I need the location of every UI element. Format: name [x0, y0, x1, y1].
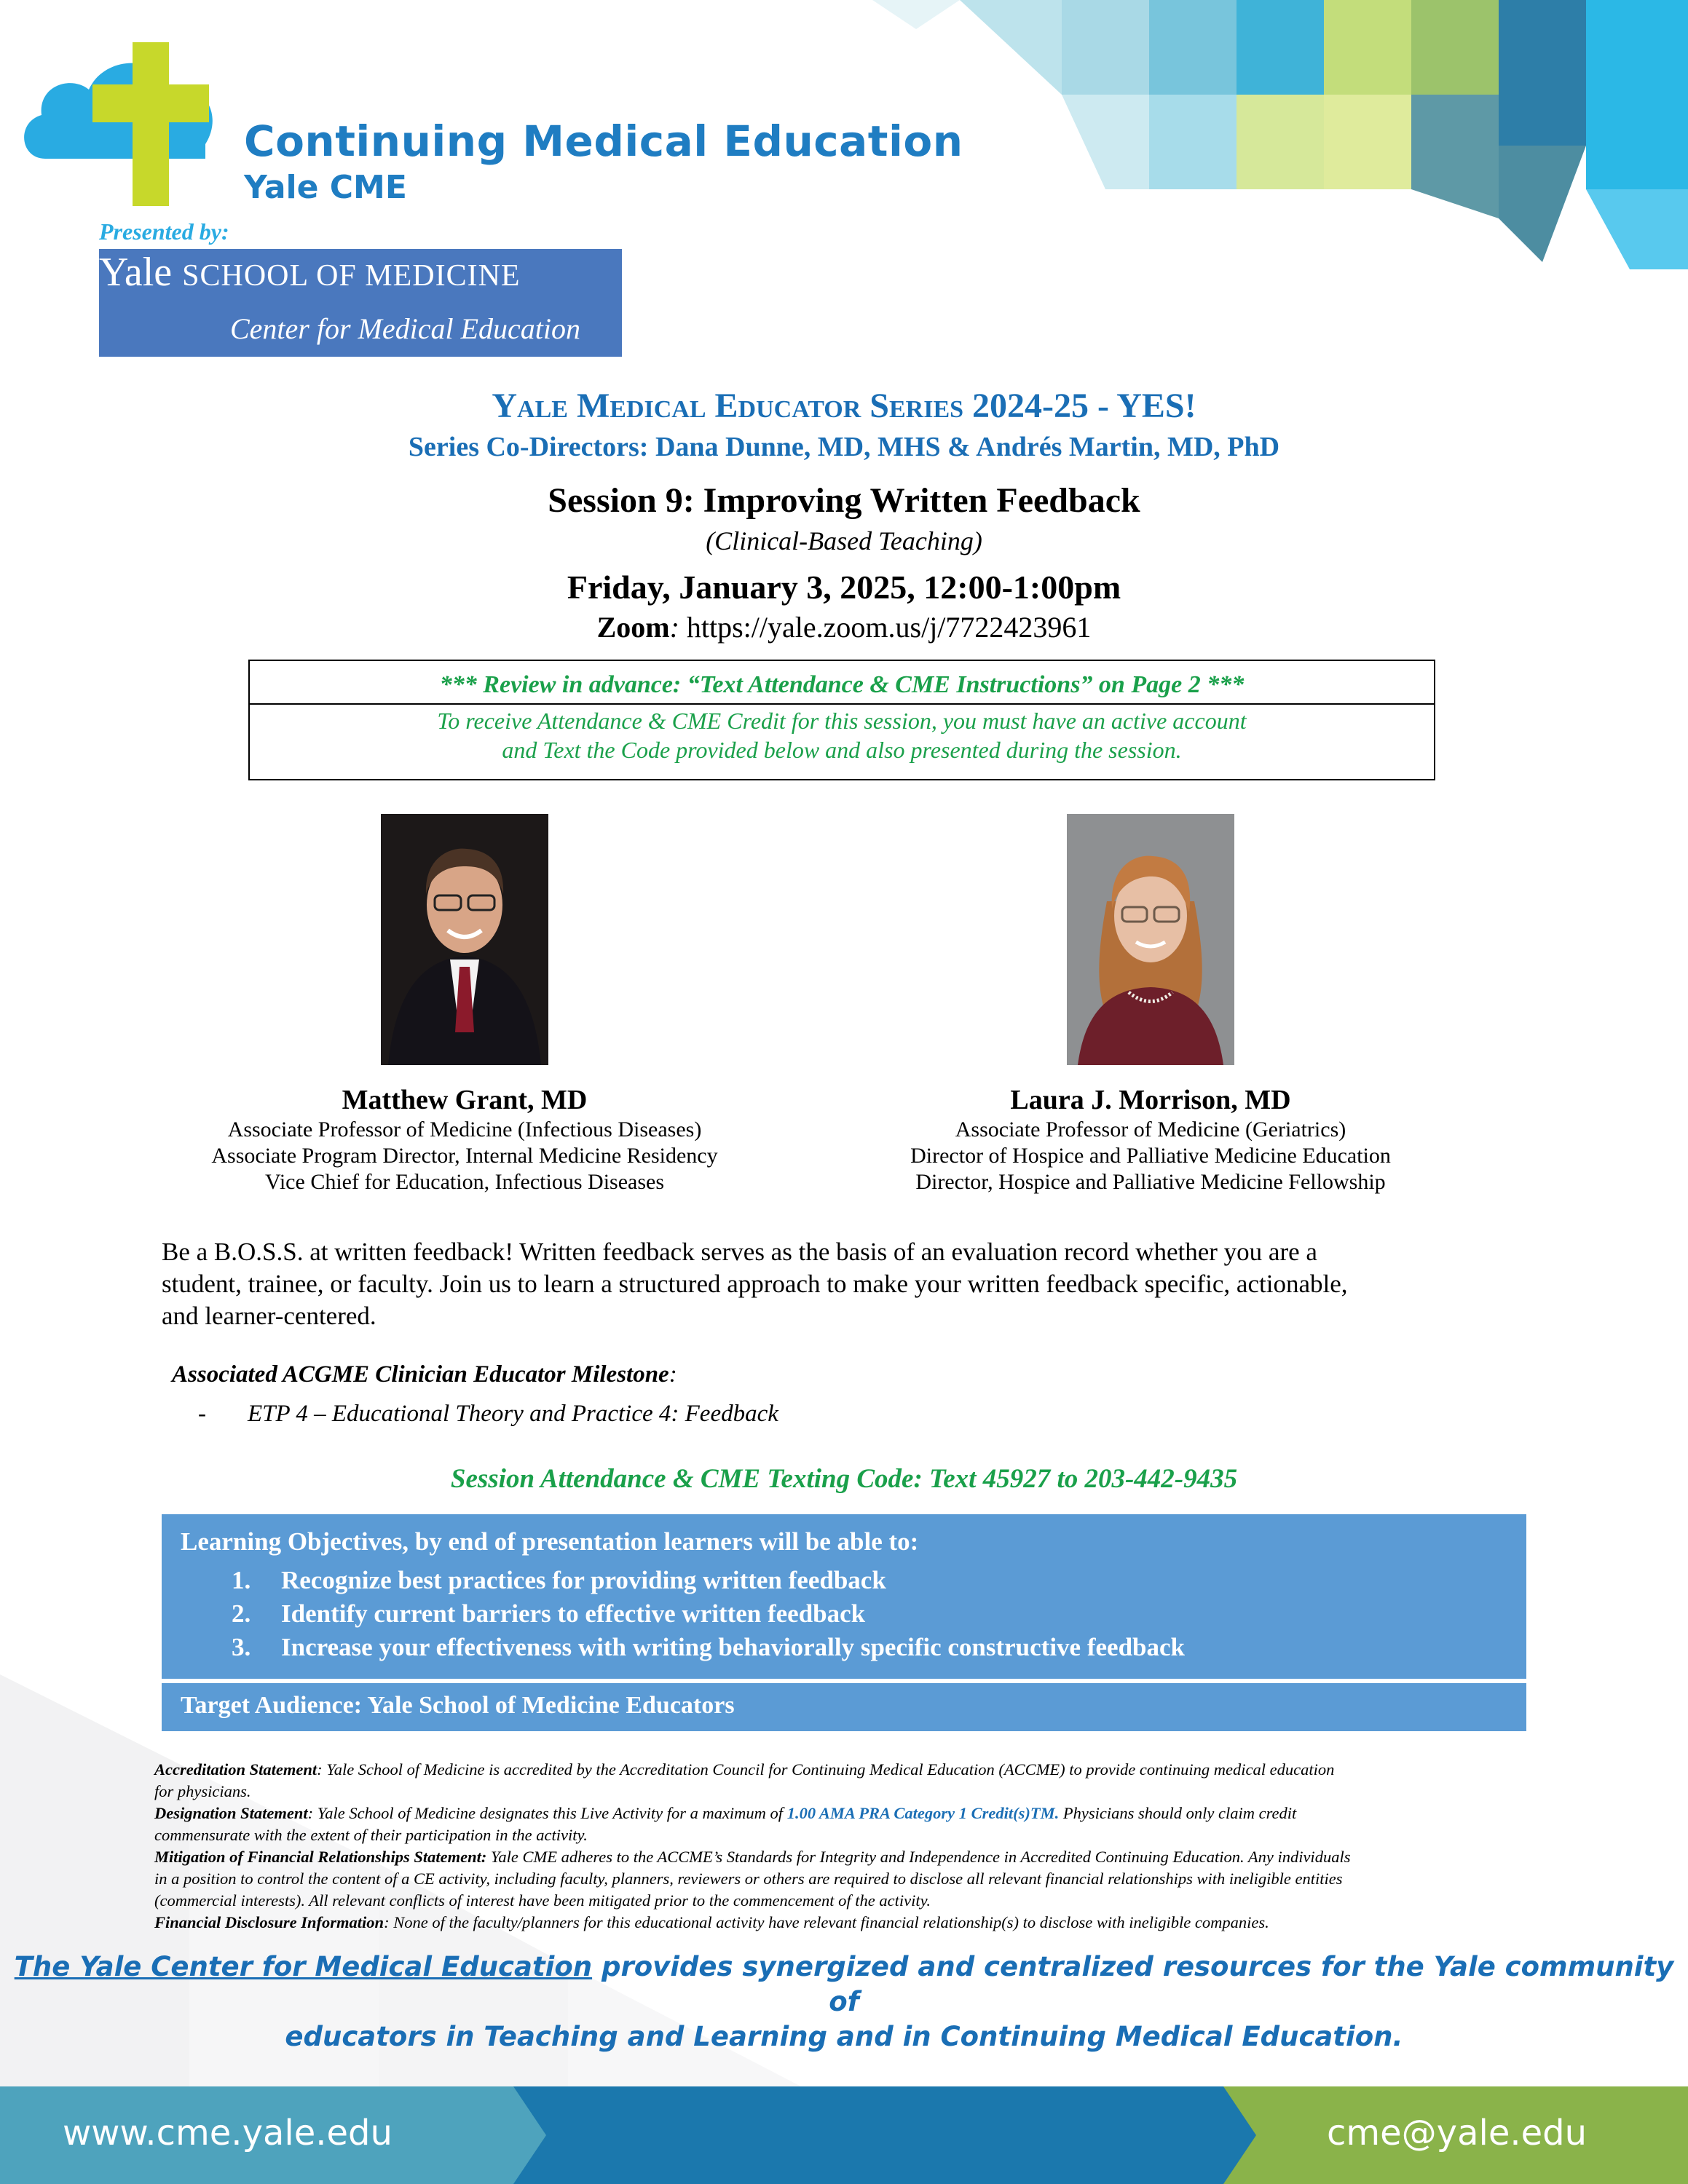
objective-number: 1. [232, 1566, 251, 1594]
notice-header: *** Review in advance: “Text Attendance & CME Instructions” on Page 2 *** [439, 671, 1245, 698]
description [162, 1236, 1618, 1332]
speaker-title: Associate Professor of Medicine (Geriatrics) [955, 1117, 1346, 1142]
logo-title: Continuing Medical Education [244, 116, 963, 166]
cme-center-link[interactable]: The Yale Center for Medical Education [14, 1951, 593, 1982]
designation-statement [154, 1803, 1582, 1824]
zoom-link[interactable]: https://yale.zoom.us/j/7722423961 [686, 611, 1092, 644]
milestone-item: ETP 4 – Educational Theory and Practice 4: Feedback [248, 1401, 778, 1427]
objective-item [232, 1597, 1185, 1631]
series-title: Yale Medical Educator Series 2024-25 - YES! [492, 387, 1196, 425]
objective-item [232, 1631, 1185, 1664]
mitigation-text: Yale CME adheres to the ACCME’s Standards for Integrity and Independence in Accredited Continuing Education. Any individuals [486, 1848, 1351, 1866]
tagline [0, 1950, 1688, 2054]
speaker-title: Director, Hospice and Palliative Medicine Fellowship [915, 1170, 1386, 1194]
milestone-heading [172, 1361, 677, 1388]
speaker-photo-grant [381, 814, 548, 1065]
objective-text: Identify current barriers to effective written feedback [281, 1599, 866, 1628]
accreditation-text-cont: for physicians. [154, 1782, 251, 1800]
objectives-list [232, 1564, 1185, 1664]
target-audience: Target Audience: Yale School of Medicine Educators [181, 1692, 735, 1719]
center-name: Center for Medical Education [230, 312, 581, 345]
speaker-grant [173, 1083, 756, 1195]
mitigation-statement [154, 1846, 1582, 1868]
mitigation-text-cont: in a position to control the content of a CE activity, including faculty, planners, reviewers or others are required to disclose all relevant financial relationships with ineligible entities [154, 1870, 1343, 1888]
statements [154, 1759, 1582, 1934]
tagline-text: provides synergized and centralized resources for the Yale community of [592, 1951, 1674, 2017]
notice-divider [250, 703, 1434, 705]
objective-number: 2. [232, 1599, 251, 1628]
objective-number: 3. [232, 1633, 251, 1661]
speaker-name: Matthew Grant, MD [342, 1085, 588, 1115]
description-line: student, trainee, or faculty. Join us to learn a structured approach to make your written feedback specific, actionable, [162, 1270, 1348, 1298]
designation-label: Designation Statement [154, 1804, 308, 1822]
accreditation-text: : Yale School of Medicine is accredited by the Accreditation Council for Continuing Medical Education (ACCME) to provide continuing medical education [317, 1760, 1335, 1779]
milestone-label: Associated ACGME Clinician Educator Milestone [172, 1361, 669, 1388]
disclosure-label: Financial Disclosure Information [154, 1913, 384, 1931]
school-logo-box [99, 249, 622, 357]
designation-text-b: Physicians should only claim credit [1059, 1804, 1297, 1822]
disclosure-statement [154, 1912, 1582, 1934]
series-co-directors: Series Co-Directors: Dana Dunne, MD, MHS & Andrés Martin, MD, PhD [408, 432, 1280, 462]
footer-arrow-icon [1223, 2086, 1289, 2184]
notice-line-1: To receive Attendance & CME Credit for this session, you must have an active account [437, 708, 1247, 734]
zoom-line [0, 610, 1688, 644]
designation-credit: 1.00 AMA PRA Category 1 Credit(s)TM. [786, 1804, 1060, 1822]
zoom-label: Zoom [596, 611, 670, 644]
school-name-big: Yale [99, 250, 173, 295]
objective-item [232, 1564, 1185, 1597]
texting-code: Session Attendance & CME Texting Code: Text 45927 to 203-442-9435 [450, 1464, 1238, 1494]
notice-line-2: and Text the Code provided below and also presented during the session. [502, 737, 1182, 763]
footer-bar-middle [481, 2086, 1223, 2184]
milestone-colon: : [669, 1361, 677, 1388]
footer-arrow-icon [481, 2086, 546, 2184]
designation-text: : Yale School of Medicine designates this Live Activity for a maximum of [307, 1804, 787, 1822]
tagline-text-cont: educators in Teaching and Learning and in Continuing Medical Education. [285, 2021, 1403, 2052]
speaker-title: Vice Chief for Education, Infectious Diseases [264, 1170, 664, 1194]
milestone-bullet: - [198, 1401, 206, 1427]
objective-text: Increase your effectiveness with writing behaviorally specific constructive feedback [281, 1633, 1185, 1661]
speaker-title: Associate Program Director, Internal Medicine Residency [211, 1144, 718, 1168]
speaker-title: Director of Hospice and Palliative Medicine Education [910, 1144, 1391, 1168]
disclosure-text: : None of the faculty/planners for this educational activity have relevant financial relationship(s) to disclose with ineligible companies. [384, 1913, 1269, 1931]
footer-website[interactable]: www.cme.yale.edu [63, 2113, 393, 2153]
header-geometric-decoration [872, 0, 1688, 269]
session-title: Session 9: Improving Written Feedback [548, 481, 1140, 520]
session-datetime: Friday, January 3, 2025, 12:00-1:00pm [567, 569, 1121, 606]
school-name-rest: SCHOOL OF MEDICINE [182, 259, 521, 293]
objectives-intro: Learning Objectives, by end of presentation learners will be able to: [181, 1527, 919, 1556]
mitigation-label: Mitigation of Financial Relationships Statement: [154, 1848, 487, 1866]
presented-by-label: Presented by: [99, 218, 229, 245]
footer-email[interactable]: cme@yale.edu [1327, 2113, 1588, 2153]
objective-text: Recognize best practices for providing written feedback [281, 1566, 886, 1594]
cme-logo-icon [16, 35, 234, 210]
mitigation-text-cont: (commercial interests). All relevant conflicts of interest have been mitigated prior to the commencement of the activity. [154, 1891, 931, 1910]
description-line: and learner-centered. [162, 1302, 376, 1330]
zoom-separator: : [669, 611, 679, 644]
session-subtitle: (Clinical-Based Teaching) [706, 526, 982, 555]
speaker-name: Laura J. Morrison, MD [1010, 1085, 1291, 1115]
objectives-box [162, 1514, 1526, 1679]
speaker-title: Associate Professor of Medicine (Infectious Diseases) [227, 1117, 702, 1142]
accreditation-statement [154, 1759, 1582, 1781]
designation-text-cont: commensurate with the extent of their participation in the activity. [154, 1826, 588, 1844]
audience-box [162, 1683, 1526, 1731]
speaker-morrison [859, 1083, 1442, 1195]
description-line: Be a B.O.S.S. at written feedback! Written feedback serves as the basis of an evaluation record whether you are a [162, 1238, 1317, 1266]
notice-box [248, 660, 1435, 780]
speaker-photo-morrison [1067, 814, 1234, 1065]
accreditation-label: Accreditation Statement [154, 1760, 318, 1779]
logo-subtitle: Yale CME [244, 169, 407, 206]
